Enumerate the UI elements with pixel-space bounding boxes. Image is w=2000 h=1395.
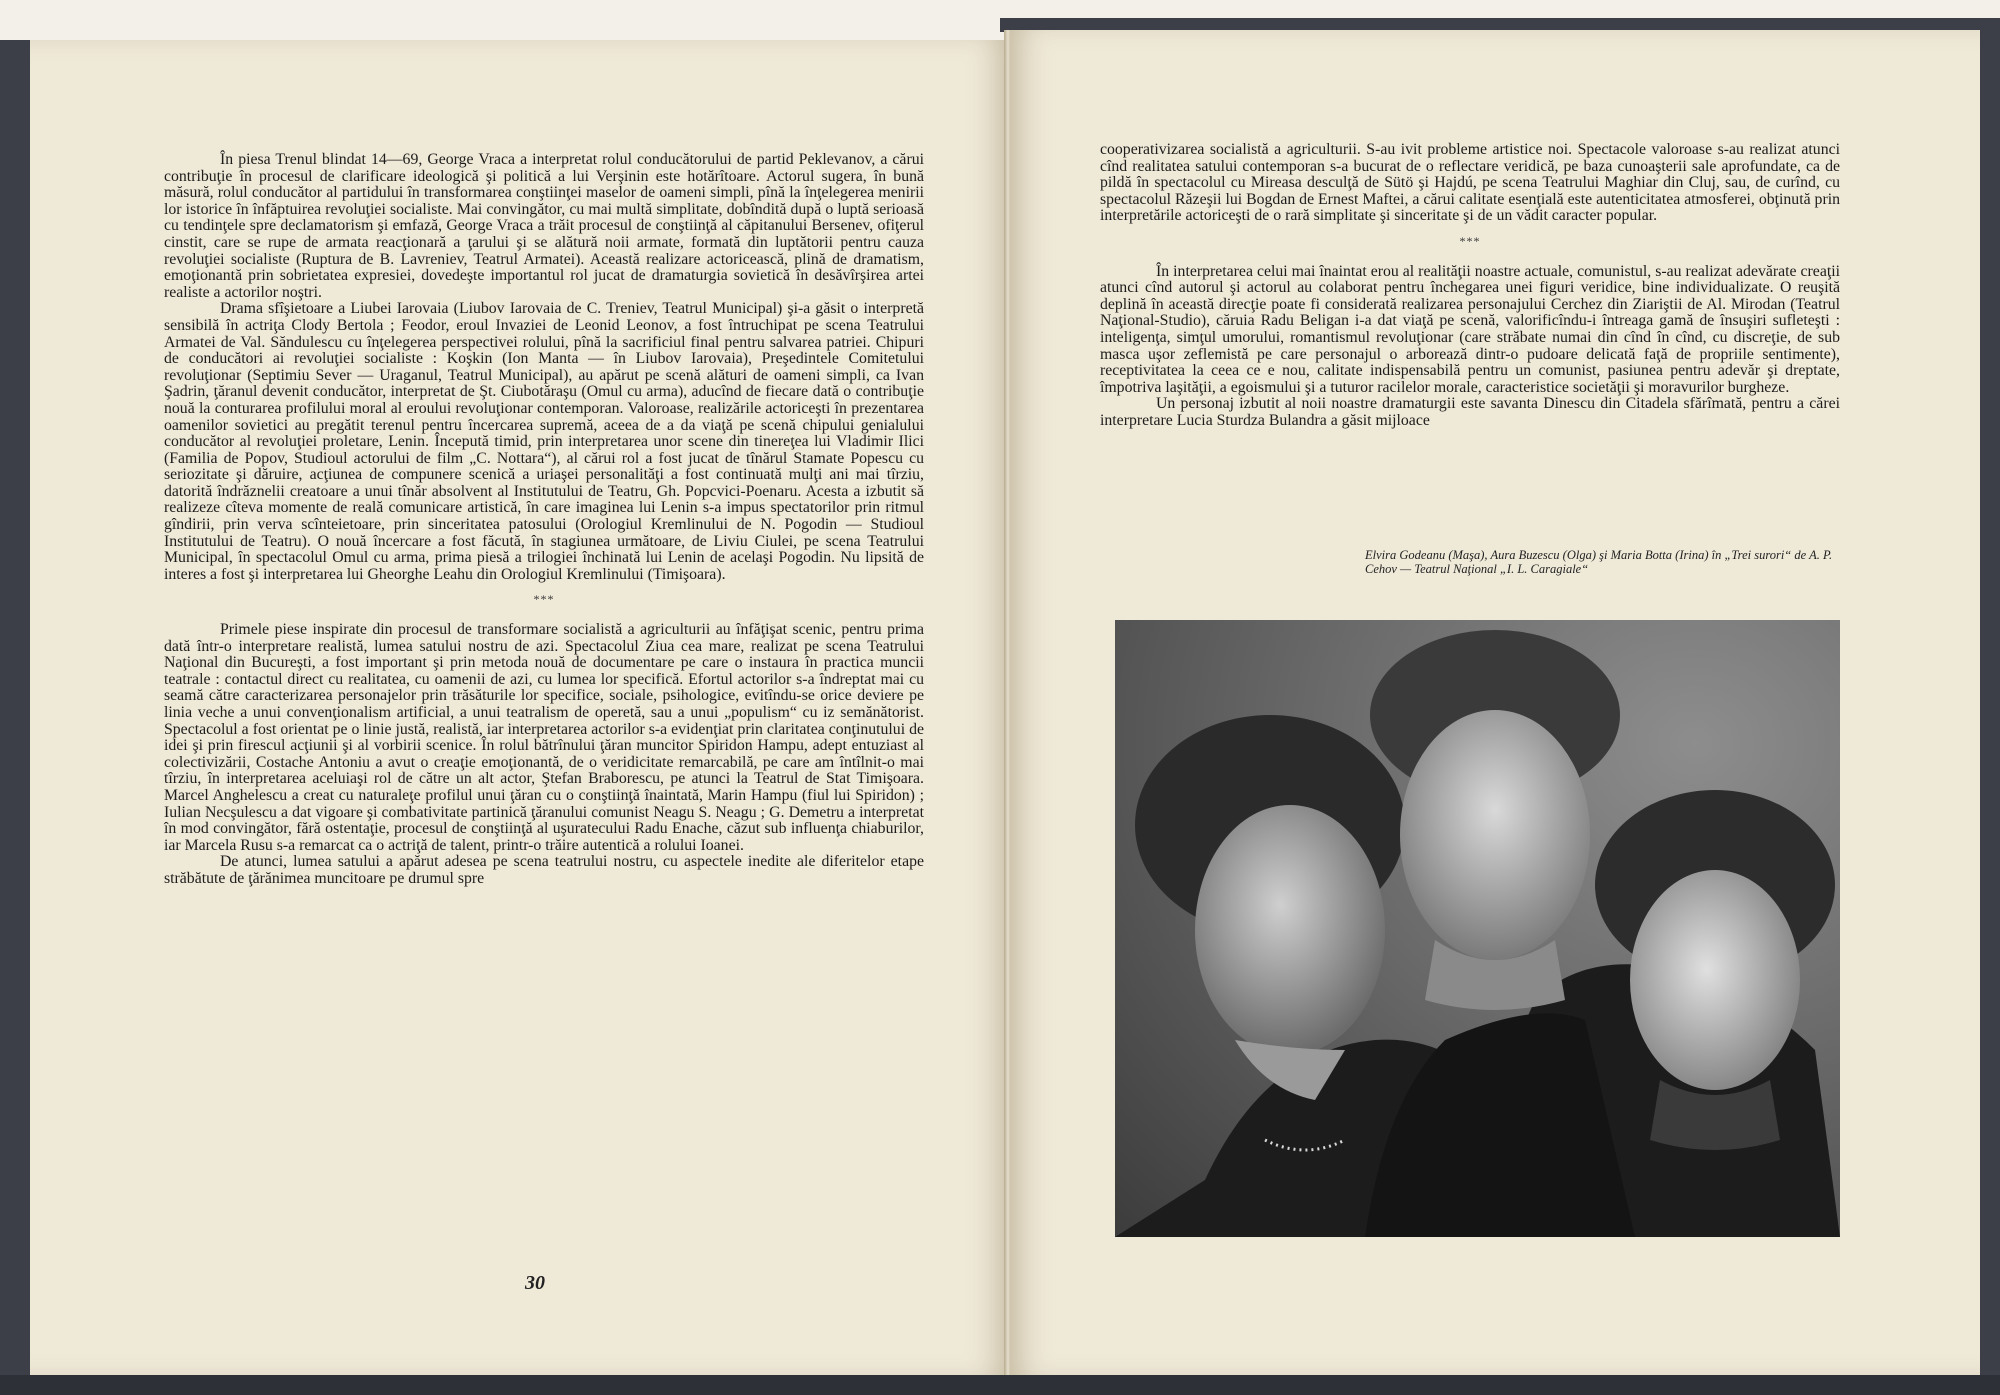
paragraph: Un personaj izbutit al noii noastre dramaturgii este savanta Dinescu din Citadela sfărîmată, pentru a cărei interpretare Lucia Sturdza Bulandra a găsit mijloace [1100, 395, 1840, 429]
paragraph: De atunci, lumea satului a apărut adesea pe scena teatrului nostru, cu aspectele inedite ale diferitelor etape străbătute de ţărănimea muncitoare pe drumul spre [164, 853, 924, 887]
right-text-column [1100, 142, 1840, 430]
paragraph: cooperativizarea socialistă a agriculturii. S-au ivit probleme artistice noi. Spectacole valoroase s-au realizat atunci cînd realitatea satului contemporan s-a bucurat de o reflectare veridică, pe baza cunoaşterii sale aprofundate, ca de pildă în spectacolul cu Mireasa desculţă de Sütö şi Hajdú, pe scena Teatrului Maghiar din Cluj, sau, de curînd, cu spectacolul Răzeşii lui Bogdan de Ernest Maftei, a cărui calitate esenţială este autenticitatea atmosferei, obţinută prin interpretările actoriceşti de o rară simplitate şi sinceritate şi de un vădit caracter popular. [1100, 141, 1840, 225]
paragraph: Primele piese inspirate din procesul de transformare socialistă a agriculturii au înfăţişat scenic, pentru prima dată într-o interpretare realistă, lumea satului nostru de azi. Spectacolul Ziua cea mare, realizat pe scena Teatrului Naţional din Bucureşti, a fost important şi prin metoda nouă de documentare pe care o instaura în practica muncii teatrale : contactul direct cu realitatea, cu oamenii de azi, cu lumea lor specifică. Efortul actorilor s-a îndreptat mai cu seamă către caracterizarea personajelor prin trăsăturile lor specifice, sociale, psihologice, evitîndu-se orice deviere pe linia veche a unui convenţionalism artificial, a unui teatralism de operetă, sau a unui „populism“ cu iz semănătorist. Spectacolul a fost orientat pe o linie justă, realistă, iar interpretarea actorilor s-a evidenţiat prin claritatea conţinutului de idei şi prin firescul acţiunii şi al vorbirii scenice. În rolul bătrînului ţăran muncitor Spiridon Hampu, adept entuziast al colectivizării, Costache Antoniu a avut o creaţie emoţionantă, de o veridicitate remarcabilă, pe care am întîlnit-o mai tîrziu, în interpretarea aceluiaşi rol de către un alt actor, Ştefan Braborescu, pe atunci la Teatrul de Stat Timişoara. Marcel Anghelescu a creat cu naturaleţe profilul unui ţăran cu o conştiinţă înaintată, Marin Hampu (fiul lui Spiridon) ; Iulian Necşulescu a dat vigoare şi combativitate partinică ţăranului comunist Neagu S. Neagu ; G. Demetru a interpretat în mod convingător, fără ostentaţie, procesul de conştiinţă al uşuratecului Radu Enache, căzut sub influenţa chiaburilor, iar Marcela Rusu s-a remarcat ca o actriţă de talent, printr-o trăire autentică a rolului Ioanei. [164, 621, 924, 854]
book-cover-bottom-edge [0, 1375, 2000, 1395]
photo-caption: Elvira Godeanu (Maşa), Aura Buzescu (Olga) şi Maria Botta (Irina) în „Trei surori“ de A. P. Cehov — Teatrul Naţional „I. L. Caragiale“ [1365, 548, 1833, 576]
actresses-photograph [1115, 620, 1840, 1237]
page-number: 30 [525, 1272, 545, 1294]
paragraph: Drama sfîşietoare a Liubei Iarovaia (Liubov Iarovaia de C. Treniev, Teatrul Municipal) şi-a găsit o interpretă sensibilă în actriţa Clody Bertola ; Feodor, eroul Invaziei de Leonid Leonov, a fost întruchipat pe scena Teatrului Armatei de Val. Săndulescu cu înţelegerea perspectivei rolului, pînă la sacrificiul final pentru salvarea patriei. Chipuri de conducători ai revoluţiei socialiste : Koşkin (Ion Manta — în Liubov Iarovaia), Preşedintele Comitetului revoluţionar (Septimiu Sever — Uraganul, Teatrul Municipal), au apărut pe scenă alături de oameni simpli, ca Ivan Şadrin, ţăranul devenit conducător, interpretat de Şt. Ciubotăraşu (Omul cu arma), aducînd de fiecare dată o contribuţie nouă la conturarea profilului moral al eroului revoluţionar contemporan. Valoroase, realizările actoriceşti în prezentarea oamenilor sovietici au pregătit terenul pentru încercarea supremă, aceea de a da viaţă pe scenă chipului genialului conducător al revoluţiei proletare, Lenin. Începută timid, prin interpretarea unor scene din tinereţea lui Vladimir Ilici (Familia de Popov, Studioul actorului de film „C. Nottara“), al cărui rol a fost jucat de tînărul Stamate Popescu cu seriozitate şi dăruire, acţiunea de compunere scenică a uriaşei personalităţi a fost continuată mulţi ani mai tîrziu, datorită îndrăznelii creatoare a unui tînăr absolvent al Institutului de Teatru, Gh. Popcvici-Poenaru. Acesta a izbutit să realizeze cîteva momente de reală comunicare artistică, în care imaginea lui Lenin s-a impus spectatorilor prin ritmul gîndirii, prin verva scînteietoare, prin sinceritatea patosului (Orologiul Kremlinului de N. Pogodin — Studioul Institutului de Teatru). O nouă încercare a fost făcută, în stagiunea următoare, de Liviu Ciulei, pe scena Teatrului Municipal, în spectacolul Omul cu arma, prima piesă a trilogiei închinată lui Lenin de acelaşi Pogodin. Nu lipsită de interes a fost şi interpretarea lui Gheorghe Leahu din Orologiul Kremlinului (Timişoara). [164, 300, 924, 583]
section-separator: *** [1459, 233, 1481, 248]
left-page [30, 40, 1008, 1375]
paragraph: În piesa Trenul blindat 14—69, George Vraca a interpretat rolul conducătorului de partid Peklevanov, a cărui contribuţie în procesul de clarificare ideologică şi politică a lui Verşinin este hotărîtoare. Actorul sugera, în bună măsură, rolul conducător al partidului în transformarea conştiinţei maselor de oameni simpli, pînă la înţelegerea menirii lor istorice în înfăptuirea revoluţiei socialiste. Mai convingător, cu mai multă simplitate, dobîndită după o luptă serioasă cu tendinţele spre declamatorism şi emfază, George Vraca a trăit procesul de conştiinţă al căpitanului Bersenev, ofiţerul cinstit, care se rupe de armata reacţionară a ţarului şi se alătură noii armate, formată din luptătorii pentru cauza revoluţiei socialiste (Ruptura de B. Lavreniev, Teatrul Armatei). Această realizare actoricească, plină de dramatism, emoţionantă prin sobrietatea expresiei, dovedeşte importantul rol jucat de dramaturgia sovietică în desăvîrşirea artei realiste a actorilor noştri. [164, 151, 924, 301]
book-cover-left-edge [0, 40, 30, 1375]
paragraph: În interpretarea celui mai înaintat erou al realităţii noastre actuale, comunistul, s-au realizat adevărate creaţii atunci cînd autorul şi actorul au colaborat pentru închegarea unei figuri veridice, bine individualizate. O reuşită deplină în această direcţie poate fi considerată realizarea personajului Cerchez din Ziariştii de Al. Mirodan (Teatrul Naţional-Studio), căruia Radu Beligan i-a dat viaţă pe scenă, valorificîndu-i întreaga gamă de însuşiri sufleteşti : inteligenţa, simţul umorului, romantismul revoluţionar (care străbate numai din cînd în cînd, cu discreţie, de sub masca uşor zeflemistă pe care personajul o arborează dintr-o pudoare delicată faţă de propriile sentimente), receptivitatea la ceea ce e nou, calitate indispensabilă pentru un comunist, pasiunea pentru adevăr şi dreptate, împotriva laşităţii, a egoismului şi a tuturor racilelor morale, caracteristice societăţii şi moravurilor burgheze. [1100, 262, 1840, 396]
left-text-column [164, 152, 924, 888]
section-separator: *** [533, 592, 555, 607]
portrait-illustration [1115, 620, 1840, 1237]
